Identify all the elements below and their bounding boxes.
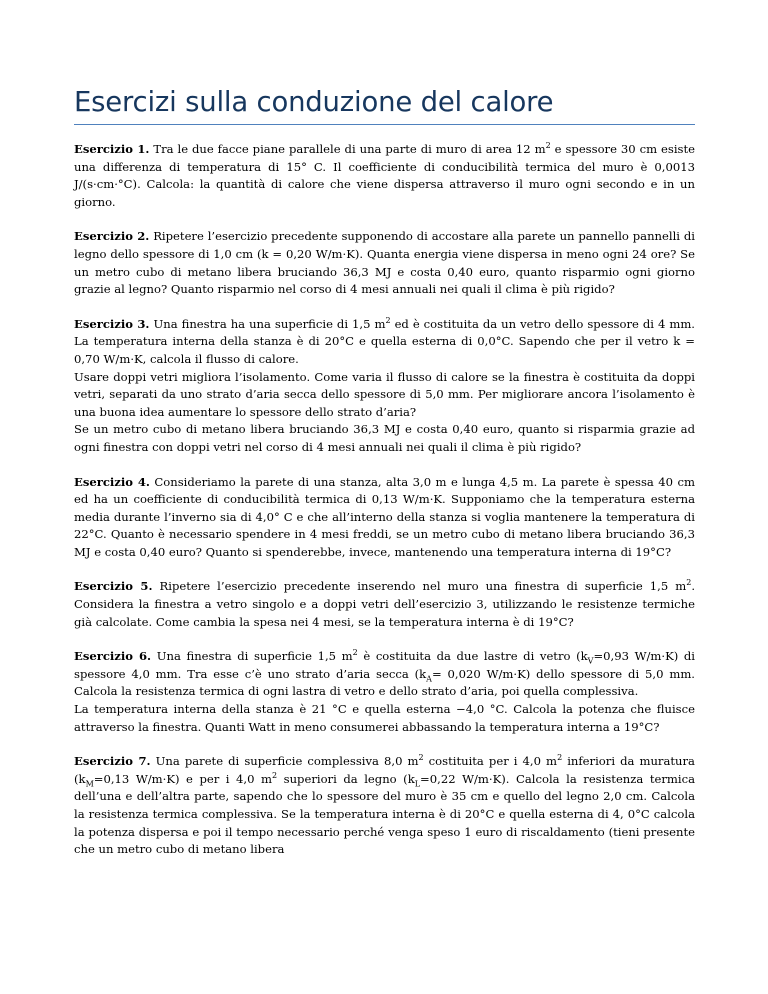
text-run: Una parete di superficie complessiva 8,0 m: [150, 754, 419, 769]
exercise-paragraph: [74, 648, 695, 701]
title-underline: [74, 124, 695, 125]
text-run: Consideriamo la parete di una stanza, alta 3,0 m e lunga 4,5 m. La parete è spessa 40 cm ed ha un coefficiente di conducibilità termica di 0,13 W/m·K. Supponiamo che la temperatura esterna media durante l’inverno sia di 4,0° C e che all’interno della stanza si voglia mantenere la temperatura di 22°C. Quanto è necessario spendere in 4 mesi freddi, se un metro cubo di metano libera bruciando 36,3 MJ e costa 0,40 euro? Quanto si spenderebbe, invece, mantenendo una temperatura interna di 19°C?: [74, 474, 695, 559]
document-page: [74, 0, 695, 876]
subscript: V: [587, 656, 594, 666]
superscript: 2: [686, 578, 692, 588]
exercise-heading: Esercizio 4.: [74, 474, 150, 489]
text-run: superiori da legno (k: [277, 771, 415, 786]
subscript: L: [414, 779, 421, 789]
exercise-paragraph: [74, 474, 695, 562]
exercise-heading: Esercizio 6.: [74, 649, 152, 664]
superscript: 2: [418, 753, 424, 763]
exercise-heading: Esercizio 7.: [74, 754, 151, 769]
page-title: Esercizi sulla conduzione del calore: [74, 86, 554, 118]
exercise-paragraph: [74, 316, 695, 369]
subscript: M: [85, 779, 94, 789]
text-run: Usare doppi vetri migliora l’isolamento. Come varia il flusso di calore se la finestra è costituita da doppi vetri, separati da uno strato d’aria secca dello spessore di 5,0 mm. Per migliorare ancora l’isolamento è una buona idea aumentare lo spessore dello strato d’aria?: [74, 369, 695, 419]
superscript: 2: [385, 315, 391, 325]
exercise-heading: Esercizio 2.: [74, 229, 150, 244]
text-run: Se un metro cubo di metano libera bruciando 36,3 MJ e costa 0,40 euro, quanto si risparmia grazie ad ogni finestra con doppi vetri nel corso di 4 mesi annuali nei quali il clima è più rigido?: [74, 422, 695, 454]
text-run: Tra le due facce piane parallele di una parte di muro di area 12 m: [149, 142, 546, 156]
text-run: e spessore 30 cm esiste una differenza di temperatura di 15° C. Il coefficiente di conducibilità termica del muro è 0,0013 J/(s·cm·°C). Calcola: la quantità di calore che viene dispersa attraverso il muro ogni secondo e in un giorno.: [74, 142, 695, 209]
text-run: è costituita da due lastre di vetro (k: [357, 649, 588, 664]
exercise-2: [74, 228, 695, 298]
text-run: ed è costituita da un vetro dello spessore di 4 mm. La temperatura interna della stanza è di 20°C e quella esterna di 0,0°C. Sapendo che per il vetro k = 0,70 W/m·K, calcola il flusso di calore.: [74, 316, 695, 366]
exercise-3: [74, 316, 695, 457]
exercise-paragraph: [74, 578, 695, 631]
superscript: 2: [545, 141, 551, 151]
text-run: = 0,020 W/m·K) dello spessore di 5,0 mm. Calcola la resistenza termica di ogni lastra di vetro e dello strato d’aria, poi quella complessiva.: [74, 666, 695, 699]
superscript: 2: [557, 753, 563, 763]
exercise-heading: Esercizio 5.: [74, 579, 153, 594]
text-run: =0,93 W/m·K) di spessore 4,0 mm. Tra esse c’è uno strato d’aria secca (k: [74, 649, 695, 681]
superscript: 2: [352, 648, 358, 658]
exercise-paragraph: [74, 369, 695, 422]
exercise-heading: Esercizio 1.: [74, 142, 150, 156]
text-run: La temperatura interna della stanza è 21 °C e quella esterna −4,0 °C. Calcola la potenza che fluisce attraverso la finestra. Quanti Watt in meno consumerei abbassando la temperatura interna a 19°C?: [74, 702, 695, 734]
exercise-paragraph: [74, 701, 695, 736]
exercise-paragraph: [74, 421, 695, 456]
text-run: =0,13 W/m·K) e per i 4,0 m: [93, 771, 272, 786]
exercise-1: [74, 141, 695, 211]
exercise-5: [74, 578, 695, 631]
subscript: A: [426, 674, 432, 684]
exercise-heading: Esercizio 3.: [74, 316, 150, 331]
text-run: costituita per i 4,0 m: [423, 754, 558, 769]
text-run: inferiori da muratura (k: [74, 754, 695, 786]
exercise-paragraph: [74, 228, 695, 298]
text-run: Una finestra di superficie 1,5 m: [151, 649, 353, 664]
text-run: . Considera la finestra a vetro singolo e a doppi vetri dell’esercizio 3, utilizzando le resistenze termiche già calcolate. Come cambia la spesa nei 4 mesi, se la temperatura interna è di 19°C?: [74, 579, 695, 629]
exercise-7: [74, 753, 695, 859]
text-run: =0,22 W/m·K). Calcola la resistenza termica dell’una e dell’altra parte, sapendo che lo spessore del muro è 35 cm e quello del legno 2,0 cm. Calcola la resistenza termica complessiva. Se la temperatura interna è di 20°C e quella esterna di 4, 0°C calcola la potenza dispersa e poi il tempo necessario perché venga speso 1 euro di riscaldamento (tieni presente che un metro cubo di metano libera: [74, 771, 695, 857]
text-run: Ripetere l’esercizio precedente inserendo nel muro una finestra di superficie 1,5 m: [152, 579, 687, 594]
exercise-paragraph: [74, 141, 695, 211]
exercise-4: [74, 474, 695, 562]
exercise-6: [74, 648, 695, 736]
exercise-paragraph: [74, 753, 695, 859]
text-run: Ripetere l’esercizio precedente supponendo di accostare alla parete un pannello pannelli di legno dello spessore di 1,0 cm (k = 0,20 W/m·K). Quanta energia viene dispersa in meno ogni 24 ore? Se un metro cubo di metano libera bruciando 36,3 MJ e costa 0,40 euro, quanto risparmio ogni giorno grazie al legno? Quanto risparmio nel corso di 4 mesi annuali nei quali il clima è più rigido?: [74, 229, 695, 297]
superscript: 2: [272, 770, 278, 780]
text-run: Una finestra ha una superficie di 1,5 m: [149, 316, 386, 331]
exercise-list: [74, 141, 695, 859]
